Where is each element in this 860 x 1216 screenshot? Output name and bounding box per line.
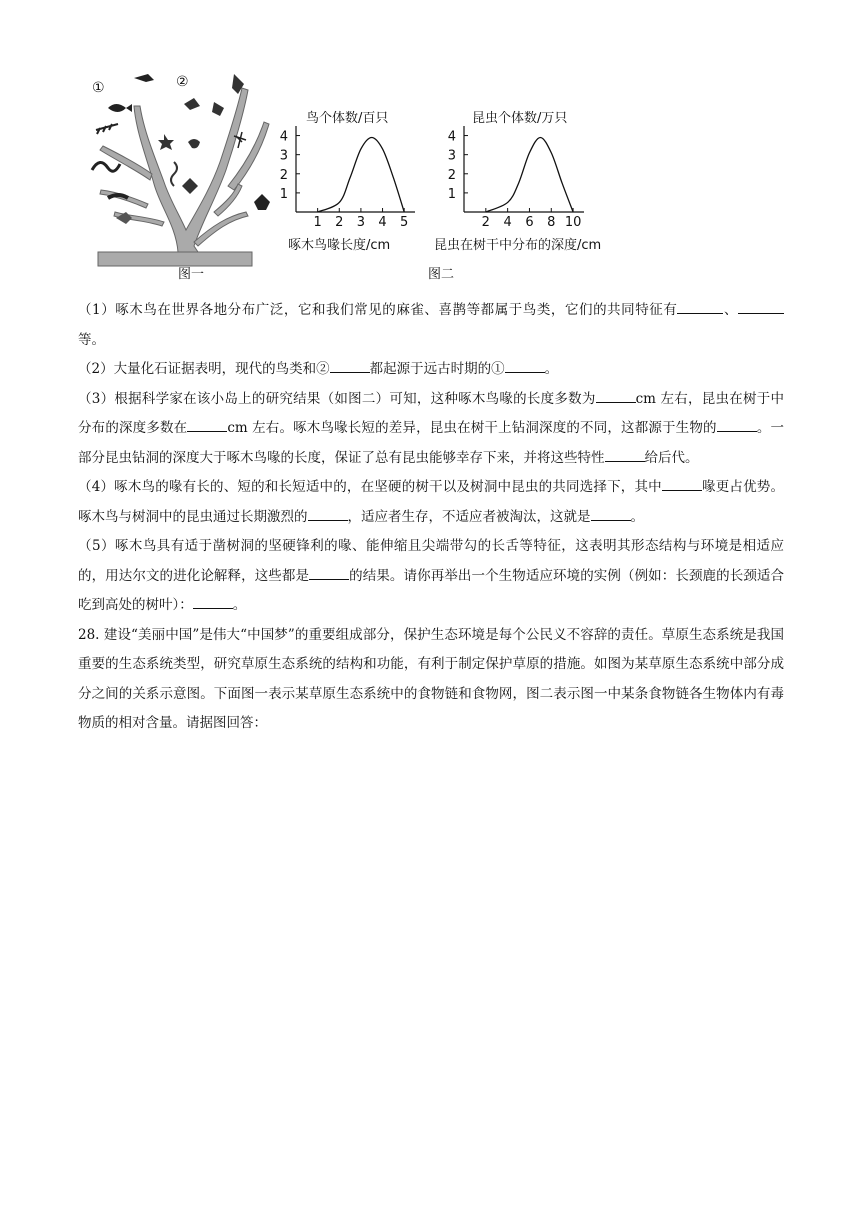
chart-2-y-tick-label: 4	[447, 129, 456, 145]
q1-text-a: （1）啄木鸟在世界各地分布广泛，它和我们常见的麻雀、喜鹊等都属于鸟类，它们的共同特征有	[78, 302, 678, 318]
q1-text-c: 等。	[78, 331, 105, 348]
chart-1-y-tick-label: 4	[279, 129, 288, 145]
question-5	[78, 532, 784, 621]
q3-blank-2	[187, 416, 227, 432]
chart-1-y-tick-label: 3	[279, 148, 288, 164]
q2-blank-1	[330, 357, 370, 373]
chart-2-x-tick-label: 10	[564, 215, 582, 230]
chart-1-y-tick-label: 1	[279, 186, 288, 202]
q2-text-b: 都起源于远古时期的①	[369, 361, 505, 377]
q5-blank-2	[193, 593, 233, 609]
chart-2-x-tick-label: 8	[547, 215, 556, 230]
figure-svg	[78, 66, 648, 284]
q3-text-e: 给后代。	[644, 449, 699, 466]
question-28: 28. 建设“美丽中国”是伟大“中国梦”的重要组成部分，保护生态环境是每个公民义不容辞的责任。草原生态系统是我国重要的生态系统类型，研究草原生态系统的结构和功能，有利于制定保护草原的措施。如图为某草原生态系统中部分成分之间的关系示意图。下面图一表示某草原生态系统中的食物链和食物网，图二表示图一中某条食物链各生物体内有毒物质的相对含量。请据图回答：	[78, 626, 784, 731]
question-3	[78, 385, 784, 474]
q2-text-c: 。	[544, 361, 559, 377]
chart-2-y-tick-label: 3	[447, 148, 456, 164]
figure-2-caption: 图二	[428, 267, 455, 282]
chart-2-series-line	[486, 137, 573, 212]
figure-1-caption: 图一	[178, 267, 205, 282]
q3-text-c: cm 左右。啄木鸟喙长短的差异，昆虫在树干上钻洞深度的不同，这都源于生物的	[227, 420, 717, 436]
q4-text-a: （4）啄木鸟的喙有长的、短的和长短适中的，在坚硬的树干以及树洞中昆虫的共同选择下，其中	[78, 479, 662, 495]
q3-text-b: cm 左右，昆虫在树于中分布的深度多数在	[78, 390, 784, 436]
q3-blank-3	[717, 416, 757, 432]
q4-text-c: ，适应者生存，不适应者被淘汰，这就是	[347, 508, 591, 525]
chart-2-x-tick-label: 6	[525, 215, 534, 230]
question-text	[78, 296, 784, 739]
q3-blank-4	[605, 446, 645, 462]
q4-blank-1	[662, 475, 702, 491]
chart-2-xlabel: 昆虫在树干中分布的深度/cm	[434, 238, 602, 253]
chart-1-x-tick-label: 3	[356, 215, 366, 230]
q1-blank-2	[738, 298, 784, 314]
q5-text-a: （5）啄木鸟具有适于凿树洞的坚硬锋利的喙、能伸缩且尖端带勾的长舌等特征，这表明其形态结构与环境是相适应的，用达尔文的进化论解释，这些都是	[78, 538, 784, 584]
q4-blank-3	[591, 505, 631, 521]
q5-text-c: 。	[232, 597, 247, 613]
question-2	[78, 355, 784, 385]
q1-blank-1	[677, 298, 723, 314]
chart-2-x-tick-label: 4	[503, 215, 512, 230]
q4-text-b: 喙更占优势。啄木鸟与树洞中的昆虫通过长期激烈的	[78, 479, 784, 525]
chart-1-series-line	[318, 137, 405, 212]
chart-2-x-tick-label: 2	[481, 215, 490, 230]
chart-1-y-tick-label: 2	[279, 167, 288, 183]
chart-2-y-tick-label: 1	[447, 186, 456, 202]
q4-text-d: 。	[630, 508, 644, 525]
chart-1-xlabel: 啄木鸟喙长度/cm	[288, 238, 391, 253]
chart-2-y-tick-label: 2	[447, 167, 456, 183]
circle-label-2: ②	[176, 74, 189, 90]
q3-blank-1	[596, 387, 636, 403]
chart-1-x-tick-label: 2	[335, 215, 344, 230]
q5-blank-1	[309, 564, 349, 580]
evolution-tree-diagram	[92, 74, 270, 282]
question-4	[78, 473, 784, 532]
chart-1-x-tick-label: 1	[313, 215, 322, 230]
figure-area	[78, 66, 648, 284]
chart-2-ylabel: 昆虫个体数/万只	[472, 111, 568, 126]
question-1	[78, 296, 784, 355]
q2-blank-2	[505, 357, 545, 373]
q3-text-d: 。一部分昆虫钻洞的深度大于啄木鸟喙的长度，保证了总有昆虫能够幸存下来，并将这些特性	[78, 420, 785, 466]
circle-label-1: ①	[92, 80, 105, 96]
q1-text-b: 、	[723, 302, 738, 318]
q5-text-b: 的结果。请你再举出一个生物适应环境的实例（例如：长颈鹿的长颈适合吃到高处的树叶）：	[78, 567, 785, 613]
q3-text-a: （3）根据科学家在该小岛上的研究结果（如图二）可知，这种啄木鸟喙的长度多数为	[78, 390, 596, 407]
q2-text-a: （2）大量化石证据表明，现代的鸟类和②	[78, 361, 330, 377]
chart-2	[434, 110, 601, 253]
chart-1-ylabel: 鸟个体数/百只	[306, 111, 389, 126]
chart-1-x-tick-label: 4	[378, 215, 387, 230]
chart-1	[280, 110, 415, 253]
q4-blank-2	[308, 505, 348, 521]
chart-1-x-tick-label: 5	[400, 215, 409, 230]
